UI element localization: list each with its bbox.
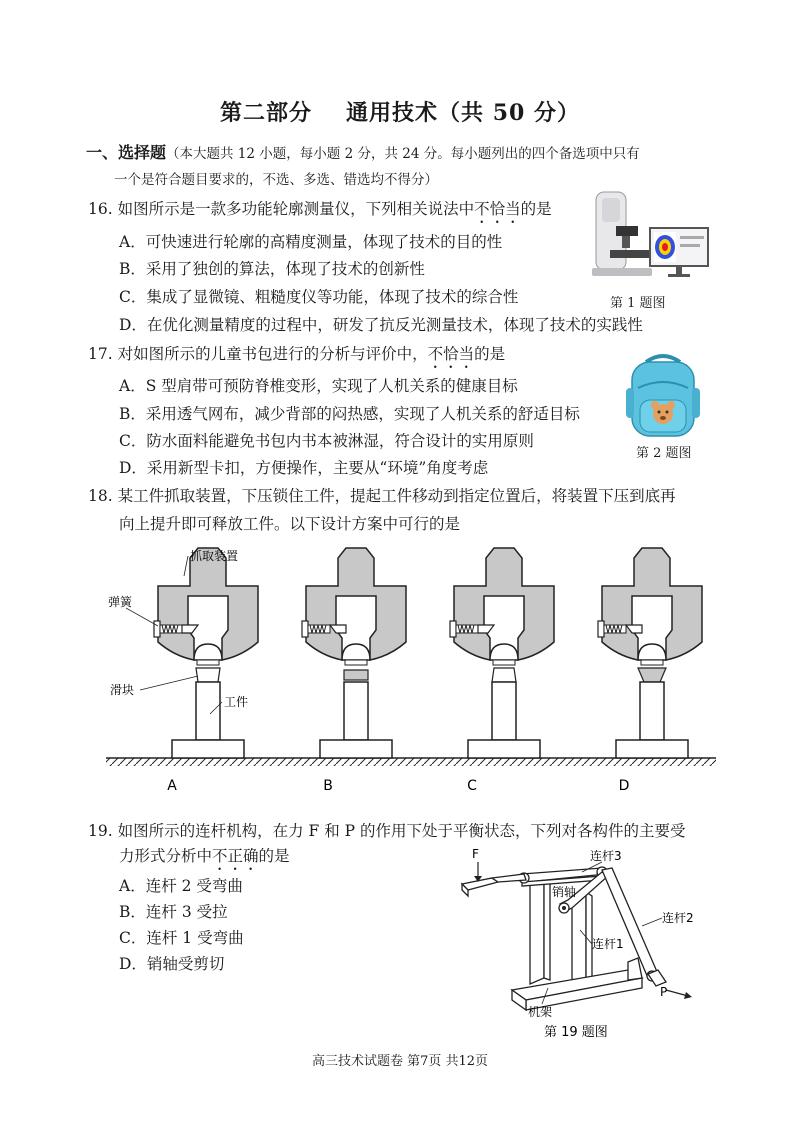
q17-number: 17. bbox=[88, 345, 113, 363]
q16-emphasis: 不恰当 bbox=[474, 200, 521, 218]
measuring-instrument-image bbox=[592, 192, 652, 276]
q16-caption: 第 1 题图 bbox=[610, 296, 666, 311]
q17-option-c: C．防水面料能避免书包内书本被淋湿，符合设计的实用原则 bbox=[119, 432, 534, 450]
subject-label: 通用技术（共 50 分） bbox=[346, 100, 580, 126]
q19-option-b: B．连杆 3 受拉 bbox=[119, 903, 228, 921]
q17-caption: 第 2 题图 bbox=[636, 446, 692, 461]
link3-label: 连杆3 bbox=[590, 849, 622, 863]
section-note-2: 一个是符合题目要求的，不选、多选、错选均不得分） bbox=[114, 172, 438, 188]
pin-label: 销轴 bbox=[552, 885, 577, 899]
page-title bbox=[0, 96, 800, 127]
q19-linkage-figure bbox=[452, 840, 712, 1040]
q19-caption: 第 19 题图 bbox=[544, 1025, 608, 1040]
choice-c-label: C bbox=[467, 778, 477, 794]
q16-stem-post: 的是 bbox=[520, 200, 552, 218]
q17-stem-pre: 对如图所示的儿童书包进行的分析与评价中， bbox=[117, 345, 428, 363]
q19-number: 19. bbox=[88, 822, 113, 840]
monitor-image bbox=[650, 228, 708, 277]
q18-stem-line-2: 向上提升即可释放工件。以下设计方案中可行的是 bbox=[119, 515, 461, 533]
device-b bbox=[302, 548, 406, 758]
grabber-label: 抓取装置 bbox=[190, 549, 239, 563]
q16-option-c: C．集成了显微镜、粗糙度仪等功能，体现了技术的综合性 bbox=[119, 288, 519, 306]
q19-option-a: A．连杆 2 受弯曲 bbox=[119, 877, 243, 895]
q18-number: 18. bbox=[88, 487, 113, 505]
q19-option-c: C．连杆 1 受弯曲 bbox=[119, 929, 244, 947]
spring-label: 弹簧 bbox=[108, 595, 133, 609]
q19-stem-1: 如图所示的连杆机构，在力 F 和 P 的作用下处于平衡状态，下列对各构件的主要受 bbox=[117, 822, 686, 840]
choice-b-label: B bbox=[323, 778, 333, 794]
q19-stem-line-2 bbox=[119, 845, 290, 874]
q16-number: 16. bbox=[88, 200, 113, 218]
q17-stem-post: 的是 bbox=[474, 345, 506, 363]
input-handle-part bbox=[462, 874, 526, 896]
part-label: 第二部分 bbox=[220, 100, 313, 126]
q19-stem-line-1 bbox=[88, 820, 686, 842]
q17-option-a: A．S 型肩带可预防脊椎变形，实现了人机关系的健康目标 bbox=[119, 377, 518, 395]
q19-emphasis: 不正确 bbox=[212, 847, 259, 865]
q18-stem-line-1 bbox=[88, 485, 676, 507]
q16-stem bbox=[88, 198, 552, 227]
link1-label: 连杆1 bbox=[592, 937, 624, 951]
device-c bbox=[450, 548, 554, 758]
q17-stem bbox=[88, 343, 505, 372]
frame-label: 机架 bbox=[528, 1005, 553, 1019]
q16-figure bbox=[582, 186, 722, 286]
q17-option-b: B．采用透气网布，减少背部的闷热感，实现了人机关系的舒适目标 bbox=[119, 405, 580, 423]
workpiece-label: 工件 bbox=[224, 695, 249, 709]
pin-part bbox=[562, 906, 566, 910]
section-title: 一、选择题 bbox=[86, 143, 167, 162]
q18-figure bbox=[96, 540, 736, 800]
link2-label: 连杆2 bbox=[662, 911, 694, 925]
q18-stem-1: 某工件抓取装置，下压锁住工件，提起工件移动到指定位置后，将装置下压到底再 bbox=[117, 487, 676, 505]
device-a bbox=[154, 548, 258, 758]
q19-stem-2-post: 的是 bbox=[258, 847, 290, 865]
force-p-label: P bbox=[660, 985, 668, 999]
choice-d-label: D bbox=[618, 778, 630, 794]
q16-option-a: A．可快速进行轮廓的高精度测量，体现了技术的目的性 bbox=[119, 233, 503, 251]
q16-stem-pre: 如图所示是一款多功能轮廓测量仪，下列相关说法中 bbox=[117, 200, 475, 218]
force-f-label: F bbox=[472, 847, 479, 861]
slider-label: 滑块 bbox=[110, 683, 135, 697]
q16-option-b: B．采用了独创的算法，体现了技术的创新性 bbox=[119, 260, 425, 278]
section-note-1: （本大题共 12 小题，每小题 2 分，共 24 分。每小题列出的四个备选项中只有 bbox=[166, 146, 640, 162]
force-p-arrow bbox=[666, 990, 688, 996]
device-d bbox=[598, 548, 702, 758]
q17-backpack-image bbox=[618, 348, 708, 440]
q16-option-d: D．在优化测量精度的过程中，研发了抗反光测量技术，体现了技术的实践性 bbox=[119, 316, 643, 334]
q17-option-d: D．采用新型卡扣，方便操作，主要从“环境”角度考虑 bbox=[119, 459, 489, 477]
page-footer: 高三技术试题卷 第7页 共12页 bbox=[311, 1054, 489, 1069]
q19-stem-2-pre: 力形式分析中 bbox=[119, 847, 213, 865]
choice-a-label: A bbox=[167, 778, 177, 794]
ground-hatch bbox=[106, 758, 716, 766]
force-p-arrowhead bbox=[684, 992, 692, 999]
q17-emphasis: 不恰当 bbox=[427, 345, 475, 363]
q19-option-d: D．销轴受剪切 bbox=[119, 955, 225, 973]
